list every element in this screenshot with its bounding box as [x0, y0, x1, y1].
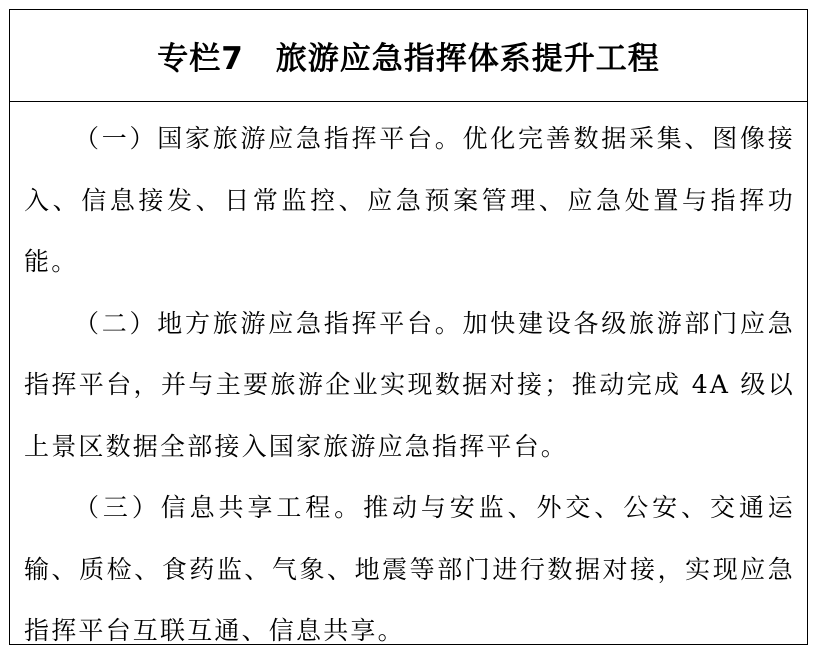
- feature-box: [9, 9, 808, 645]
- paragraph-local-platform: （二）地方旅游应急指挥平台。加快建设各级旅游部门应急指挥平台，并与主要旅游企业实现数据对接；推动完成 4A 级以上景区数据全部接入国家旅游应急指挥平台。: [24, 308, 795, 461]
- paragraph-information-sharing: （三）信息共享工程。推动与安监、外交、公安、交通运输、质检、食药监、气象、地震等部门进行数据对接，实现应急指挥平台互联互通、信息共享。: [24, 493, 795, 645]
- feature-box-header: [10, 10, 807, 102]
- feature-box-body: [10, 102, 807, 662]
- feature-box-title: 专栏7 旅游应急指挥体系提升工程: [157, 41, 660, 77]
- paragraph-national-platform: （一）国家旅游应急指挥平台。优化完善数据采集、图像接入、信息接发、日常监控、应急预案管理、应急处置与指挥功能。: [24, 124, 795, 276]
